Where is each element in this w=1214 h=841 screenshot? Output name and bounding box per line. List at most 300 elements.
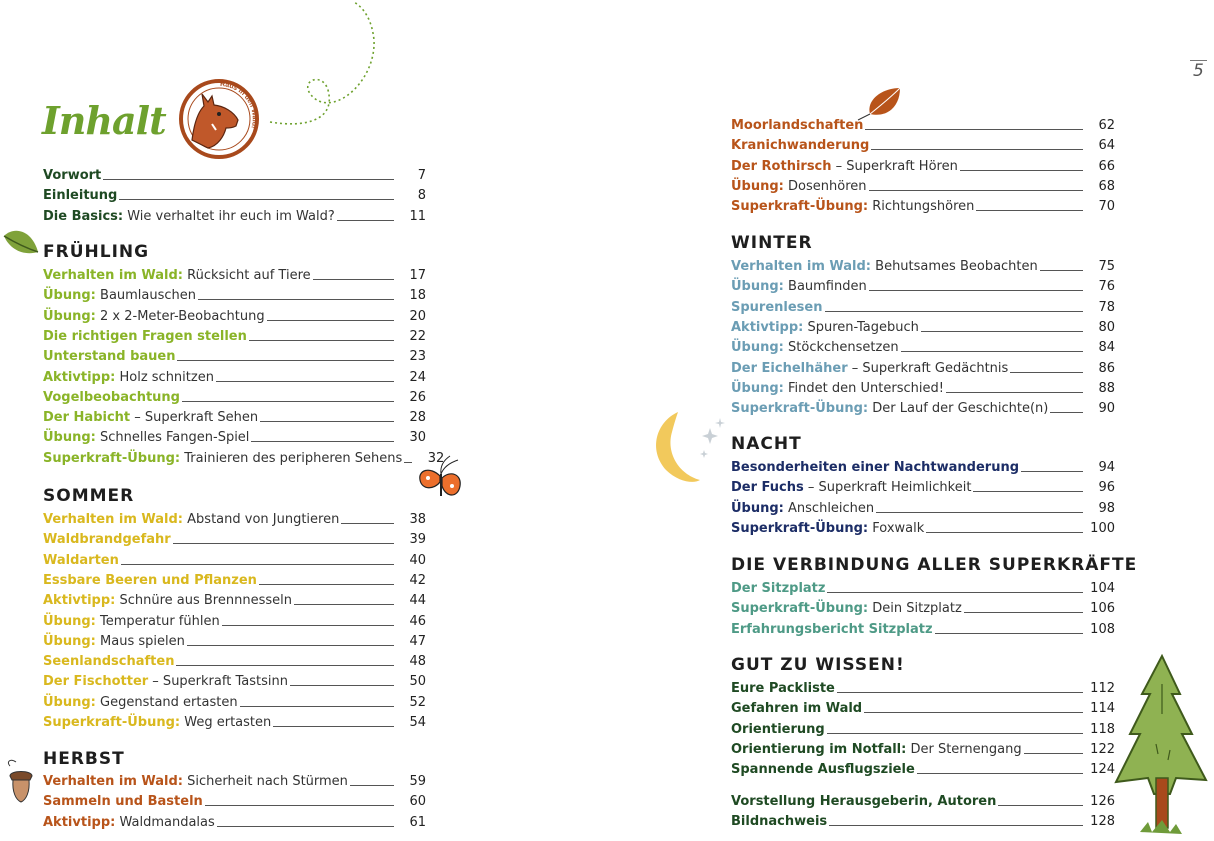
- toc-entry-title: [731, 479, 971, 496]
- leader-line: [871, 149, 1083, 150]
- toc-entry-label: Einleitung: [43, 188, 118, 204]
- leader-line: [217, 826, 394, 827]
- leader-line: [337, 220, 394, 221]
- toc-entry-subtitle: Der Sternengang: [906, 741, 1022, 757]
- leaf-icon: [0, 226, 40, 262]
- leader-line: [177, 360, 394, 361]
- toc-entry-label: Verhalten im Wald:: [731, 259, 872, 274]
- toc-page-number: 68: [1098, 178, 1115, 194]
- toc-entry-label: Übung:: [43, 288, 96, 304]
- acorn-icon: [4, 758, 38, 804]
- toc-entry-title: [731, 600, 962, 617]
- toc-page-number: 122: [1090, 741, 1115, 757]
- toc-entry-label: Übung:: [731, 500, 784, 516]
- dotted-flourish-icon: [266, 0, 386, 130]
- leader-line: [1024, 753, 1083, 754]
- toc-page-number: 96: [1098, 480, 1115, 496]
- toc-entry-title: [43, 369, 214, 386]
- toc-entry: [731, 718, 1115, 738]
- toc-entry-title: [43, 552, 119, 569]
- toc-entry-subtitle: Waldmandalas: [115, 814, 215, 830]
- toc-entry-subtitle: Schnüre aus Brennnesseln: [115, 593, 292, 609]
- toc-page-number: 26: [409, 389, 426, 405]
- section-heading-verbindung: DIE VERBINDUNG ALLER SUPERKRÄFTE: [731, 555, 1138, 575]
- toc-page-number: 44: [409, 593, 426, 609]
- leader-line: [313, 279, 394, 280]
- toc-entry: [731, 810, 1115, 830]
- leader-line: [294, 604, 394, 605]
- toc-entry: [43, 406, 426, 426]
- toc-entry-subtitle: Baumlauschen: [95, 288, 197, 304]
- toc-entry-title: [43, 773, 348, 790]
- leader-line: [222, 625, 394, 626]
- leader-line: [1021, 471, 1083, 472]
- pine-tree-icon: [1110, 654, 1214, 840]
- toc-entry: [43, 811, 426, 831]
- toc-entry-subtitle: Dosenhören: [783, 178, 867, 194]
- toc-entry-label: Unterstand bauen: [43, 349, 176, 365]
- toc-page-number: 24: [409, 369, 426, 385]
- toc-entry-label: Orientierung: [731, 721, 825, 737]
- toc-page-number: 11: [409, 208, 426, 224]
- leader-line: [935, 633, 1083, 634]
- section-heading-sommer: SOMMER: [43, 486, 135, 506]
- toc-entry-subtitle: Findet den Unterschied!: [783, 380, 944, 396]
- toc-page-number: 32: [427, 450, 445, 466]
- toc-entry: [43, 790, 426, 810]
- toc-entry-title: [731, 580, 825, 597]
- toc-page-number: 23: [409, 349, 426, 365]
- toc-page-number: 86: [1098, 360, 1115, 376]
- leader-line: [876, 512, 1083, 513]
- leader-line: [173, 543, 394, 544]
- toc-entry-label: Seenlandschaften: [43, 654, 175, 670]
- leader-line: [187, 645, 394, 646]
- toc-page-number: 118: [1090, 721, 1115, 737]
- toc-entry-title: [731, 319, 919, 336]
- leader-line: [121, 564, 394, 565]
- toc-page-number: 28: [409, 410, 426, 426]
- toc-page-number: 126: [1090, 794, 1115, 809]
- toc-entry-title: [43, 592, 292, 609]
- toc-entry: [43, 508, 426, 528]
- toc-page-number: 17: [409, 268, 426, 283]
- leader-line: [404, 462, 412, 463]
- toc-entry-subtitle: Richtungshören: [868, 199, 975, 215]
- toc-entry-label: Übung:: [43, 633, 96, 649]
- toc-entry-title: [731, 117, 863, 134]
- toc-entry-label: Aktivtipp:: [43, 814, 116, 830]
- toc-entry-title: [43, 673, 288, 690]
- leader-line: [837, 692, 1083, 693]
- leader-line: [267, 320, 394, 321]
- toc-entry-label: Verhalten im Wald:: [43, 512, 184, 527]
- toc-entry-title: [43, 328, 247, 345]
- toc-entry: [731, 175, 1115, 195]
- toc-entry-title: [731, 258, 1038, 275]
- leader-line: [827, 592, 1083, 593]
- toc-entry-label: Kranichwanderung: [731, 138, 870, 154]
- toc-entry-subtitle: Baumfinden: [783, 279, 867, 295]
- leader-line: [350, 785, 394, 786]
- toc-entry-label: Übung:: [43, 613, 96, 629]
- toc-entry-label: Eure Packliste: [731, 681, 835, 696]
- toc-entry-title: [43, 814, 215, 831]
- toc-entry-label: Superkraft-Übung:: [43, 450, 181, 466]
- toc-entry-subtitle: Sicherheit nach Stürmen: [183, 774, 348, 789]
- leader-line: [865, 129, 1083, 130]
- toc-entry-title: [731, 700, 862, 717]
- toc-entry: [43, 630, 426, 650]
- leader-line: [1040, 270, 1083, 271]
- toc-entry-title: [43, 267, 311, 284]
- toc-page-number: 7: [417, 168, 426, 183]
- toc-entry-label: Superkraft-Übung:: [731, 199, 869, 215]
- toc-entry-label: Aktivtipp:: [731, 319, 804, 335]
- toc-entry-label: Superkraft-Übung:: [731, 520, 869, 536]
- section-heading-fruehling: FRÜHLING: [43, 242, 150, 262]
- toc-entry-title: [43, 633, 185, 650]
- toc-entry-label: Vorwort: [43, 168, 102, 183]
- toc-page-number: 84: [1098, 340, 1115, 356]
- toc-page-number: 8: [417, 188, 426, 204]
- toc-entry-title: [43, 308, 265, 325]
- toc-entry-label: Verhalten im Wald:: [43, 268, 184, 283]
- toc-entry-label: Vorstellung Herausgeberin, Autoren: [731, 794, 997, 809]
- toc-entry: [731, 296, 1115, 316]
- toc-entry: [731, 336, 1115, 356]
- leader-line: [917, 773, 1083, 774]
- toc-entry-title: [731, 793, 996, 810]
- leader-line: [251, 441, 394, 442]
- toc-page-number: 47: [409, 633, 426, 649]
- toc-entry-label: Waldarten: [43, 552, 119, 568]
- toc-entry-label: Die Basics:: [43, 208, 124, 224]
- toc-entry: [43, 205, 426, 225]
- toc-entry-label: Übung:: [43, 308, 96, 324]
- leader-line: [1050, 412, 1083, 413]
- toc-entry-title: [731, 278, 867, 295]
- toc-page-number: 20: [409, 308, 426, 324]
- leader-line: [864, 712, 1083, 713]
- leader-line: [290, 685, 394, 686]
- toc-page-number: 104: [1090, 581, 1115, 596]
- toc-entry-title: [43, 389, 180, 406]
- toc-entry-title: [731, 459, 1019, 476]
- toc-entry-title: [43, 287, 196, 304]
- toc-entry: [43, 366, 426, 386]
- leader-line: [926, 532, 1083, 533]
- moon-icon: [648, 410, 738, 486]
- toc-entry-subtitle: – Superkraft Sehen: [130, 410, 259, 426]
- toc-page-number: 18: [409, 288, 426, 304]
- toc-entry-subtitle: Behutsames Beobachten: [871, 259, 1038, 274]
- toc-entry-subtitle: Maus spielen: [95, 633, 185, 649]
- toc-page-number: 52: [409, 694, 426, 710]
- toc-entry-label: Superkraft-Übung:: [731, 601, 869, 617]
- toc-entry-label: Übung:: [43, 694, 96, 710]
- toc-page-number: 40: [409, 552, 426, 568]
- toc-entry: [731, 618, 1115, 638]
- toc-entry-subtitle: Foxwalk: [868, 520, 925, 536]
- toc-page-number: 42: [409, 572, 426, 588]
- toc-entry-label: Superkraft-Übung:: [43, 715, 181, 730]
- toc-entry-title: [731, 813, 827, 830]
- toc-entry: [731, 456, 1115, 476]
- toc-entry-label: Spurenlesen: [731, 299, 823, 315]
- toc-entry-subtitle: 2 x 2-Meter-Beobachtung: [95, 308, 265, 324]
- toc-page-number: 22: [409, 328, 426, 344]
- leader-line: [176, 665, 394, 666]
- toc-entry-label: Übung:: [43, 430, 96, 446]
- toc-entry: [731, 134, 1115, 154]
- toc-entry: [43, 711, 426, 731]
- toc-entry-label: Vogelbeobachtung: [43, 389, 180, 405]
- toc-page-number: 108: [1090, 621, 1115, 637]
- toc-page-number: 88: [1098, 380, 1115, 396]
- toc-entry-label: Waldbrandgefahr: [43, 532, 171, 548]
- toc-entry-title: [43, 187, 117, 204]
- leader-line: [198, 299, 394, 300]
- toc-page-number: 66: [1098, 158, 1115, 174]
- leader-line: [960, 170, 1083, 171]
- toc-entry: [43, 610, 426, 630]
- leader-line: [976, 210, 1083, 211]
- toc-entry-subtitle: Schnelles Fangen-Spiel: [95, 430, 250, 446]
- toc-entry: [731, 155, 1115, 175]
- toc-entry: [731, 316, 1115, 336]
- toc-entry-title: [731, 339, 899, 356]
- toc-page-number: 60: [409, 794, 426, 810]
- leader-line: [341, 523, 394, 524]
- toc-entry: [731, 476, 1115, 496]
- toc-entry: [43, 184, 426, 204]
- toc-entry-subtitle: Dein Sitzplatz: [868, 601, 962, 617]
- leader-line: [205, 805, 394, 806]
- page-title: Inhalt: [42, 98, 166, 143]
- toc-entry: [731, 114, 1115, 134]
- page-number: 5: [1190, 60, 1207, 81]
- toc-entry: [731, 497, 1115, 517]
- toc-entry: [731, 758, 1115, 778]
- leader-line: [119, 199, 394, 200]
- toc-page-number: 78: [1098, 299, 1115, 315]
- toc-entry: [43, 305, 426, 325]
- toc-page-number: 59: [409, 774, 426, 789]
- leader-line: [825, 311, 1084, 312]
- toc-entry-title: [43, 694, 238, 711]
- toc-entry-subtitle: Anschleichen: [783, 500, 875, 516]
- toc-page-number: 76: [1098, 279, 1115, 295]
- toc-entry: [731, 697, 1115, 717]
- toc-entry-title: [731, 380, 944, 397]
- toc-entry-title: [731, 400, 1048, 417]
- toc-entry-label: Superkraft-Übung:: [731, 401, 869, 417]
- toc-entry-title: [43, 208, 335, 225]
- leader-line: [869, 190, 1084, 191]
- toc-entry: [43, 284, 426, 304]
- toc-entry: [731, 790, 1115, 810]
- toc-page-number: 54: [409, 715, 426, 730]
- leader-line: [921, 331, 1083, 332]
- leader-line: [946, 392, 1083, 393]
- toc-entry-label: Der Fuchs: [731, 480, 804, 496]
- toc-entry: [43, 691, 426, 711]
- toc-entry: [43, 325, 426, 345]
- toc-entry-title: [731, 137, 869, 154]
- toc-page-number: 124: [1090, 762, 1115, 778]
- section-heading-winter: WINTER: [731, 233, 813, 253]
- leader-line: [273, 726, 394, 727]
- toc-entry-label: Besonderheiten einer Nachtwanderung: [731, 460, 1020, 475]
- leader-line: [249, 340, 394, 341]
- toc-entry-title: [731, 360, 1008, 377]
- toc-page-number: 112: [1090, 681, 1115, 696]
- toc-entry-label: Der Rothirsch: [731, 158, 832, 174]
- toc-entry: [43, 447, 445, 467]
- leader-line: [240, 706, 394, 707]
- toc-page-number: 48: [409, 654, 426, 670]
- toc-entry-label: Der Fischotter: [43, 674, 149, 690]
- leader-line: [103, 179, 394, 180]
- toc-entry-title: [43, 531, 171, 548]
- toc-entry-subtitle: Der Lauf der Geschichte(n): [868, 401, 1049, 417]
- toc-entry-label: Der Sitzplatz: [731, 581, 826, 596]
- leader-line: [973, 491, 1083, 492]
- toc-entry-label: Essbare Beeren und Pflanzen: [43, 572, 257, 588]
- toc-entry: [43, 770, 426, 790]
- toc-entry-subtitle: Wie verhaltet ihr euch im Wald?: [123, 208, 335, 224]
- toc-entry-label: Aktivtipp:: [43, 593, 116, 609]
- toc-entry-title: [43, 450, 402, 467]
- toc-entry-subtitle: Gegenstand ertasten: [95, 694, 238, 710]
- toc-entry-title: [731, 158, 958, 175]
- toc-entry-title: [43, 793, 203, 810]
- toc-entry-subtitle: Temperatur fühlen: [95, 613, 220, 629]
- toc-entry-title: [43, 511, 339, 528]
- toc-entry-title: [731, 741, 1022, 758]
- section-heading-herbst: HERBST: [43, 749, 125, 769]
- toc-entry-label: Der Habicht: [43, 410, 131, 426]
- toc-entry-title: [43, 348, 175, 365]
- toc-entry-subtitle: – Superkraft Heimlichkeit: [803, 480, 972, 496]
- toc-entry: [43, 670, 426, 690]
- toc-page-number: 94: [1098, 460, 1115, 475]
- toc-entry-label: Orientierung im Notfall:: [731, 741, 907, 757]
- squirrel-badge-icon: [178, 78, 262, 160]
- toc-entry: [43, 164, 426, 184]
- leader-line: [964, 612, 1083, 613]
- toc-entry: [43, 345, 426, 365]
- toc-entry-title: [731, 621, 933, 638]
- leader-line: [1010, 372, 1083, 373]
- toc-entry-title: [43, 167, 101, 184]
- toc-entry: [731, 677, 1115, 697]
- toc-page-number: 50: [409, 674, 426, 690]
- leader-line: [260, 421, 394, 422]
- toc-entry: [43, 426, 426, 446]
- toc-entry-title: [731, 721, 825, 738]
- toc-entry-title: [731, 761, 915, 778]
- toc-entry: [43, 528, 426, 548]
- toc-entry-subtitle: Weg ertasten: [180, 715, 272, 730]
- toc-page-number: 98: [1098, 500, 1115, 516]
- toc-entry: [43, 264, 426, 284]
- toc-page-number: 75: [1098, 259, 1115, 274]
- toc-entry-title: [43, 429, 249, 446]
- toc-entry: [43, 386, 426, 406]
- toc-page-number: 30: [409, 430, 426, 446]
- toc-entry-label: Verhalten im Wald:: [43, 774, 184, 789]
- leader-line: [827, 733, 1083, 734]
- toc-page-number: 114: [1090, 701, 1115, 717]
- toc-entry-subtitle: Abstand von Jungtieren: [183, 512, 340, 527]
- toc-entry: [43, 549, 426, 569]
- toc-entry-title: [731, 299, 823, 316]
- toc-entry-title: [43, 613, 220, 630]
- toc-entry: [43, 589, 426, 609]
- toc-entry: [731, 577, 1115, 597]
- toc-entry-title: [731, 680, 835, 697]
- toc-entry-subtitle: Spuren-Tagebuch: [803, 319, 919, 335]
- toc-entry-title: [731, 198, 974, 215]
- leader-line: [998, 805, 1083, 806]
- toc-entry-label: Moorlandschaften: [731, 118, 864, 133]
- toc-entry: [731, 275, 1115, 295]
- toc-entry: [731, 255, 1115, 275]
- toc-page-number: 62: [1098, 118, 1115, 133]
- toc-entry-label: Der Eichelhäher: [731, 360, 848, 376]
- toc-page-number: 39: [409, 532, 426, 548]
- toc-page-number: 100: [1090, 520, 1115, 536]
- leader-line: [901, 351, 1083, 352]
- leader-line: [182, 401, 394, 402]
- toc-page-number: 90: [1098, 401, 1115, 417]
- section-heading-nacht: NACHT: [731, 434, 802, 454]
- toc-entry-title: [43, 653, 174, 670]
- toc-entry: [43, 650, 426, 670]
- toc-entry-label: Spannende Ausflugsziele: [731, 762, 915, 778]
- toc-entry-label: Erfahrungsbericht Sitzplatz: [731, 621, 933, 637]
- toc-entry-label: Übung:: [731, 340, 784, 356]
- leader-line: [869, 290, 1083, 291]
- toc-entry-title: [731, 520, 924, 537]
- leader-line: [259, 584, 394, 585]
- toc-entry: [731, 597, 1115, 617]
- toc-entry-subtitle: – Superkraft Gedächtnis: [847, 360, 1009, 376]
- toc-entry-label: Übung:: [731, 178, 784, 194]
- toc-entry-label: Gefahren im Wald: [731, 701, 863, 717]
- toc-entry-title: [731, 500, 874, 517]
- toc-entry-title: [731, 178, 867, 195]
- badge-text: Raus in den Wald!: [219, 80, 258, 130]
- toc-entry: [731, 517, 1115, 537]
- toc-entry-subtitle: Stöckchensetzen: [783, 340, 899, 356]
- toc-entry-label: Bildnachweis: [731, 814, 828, 830]
- toc-entry-subtitle: – Superkraft Hören: [831, 158, 958, 174]
- toc-entry: [731, 738, 1115, 758]
- toc-entry-label: Die richtigen Fragen stellen: [43, 328, 247, 344]
- toc-entry-subtitle: – Superkraft Tastsinn: [148, 674, 288, 690]
- toc-page-number: 64: [1098, 138, 1115, 154]
- toc-entry: [43, 569, 426, 589]
- toc-entry-title: [43, 409, 258, 426]
- toc-page-number: 38: [409, 512, 426, 527]
- toc-entry: [731, 357, 1115, 377]
- toc-page-number: 106: [1090, 601, 1115, 617]
- toc-page-number: 80: [1098, 319, 1115, 335]
- toc-entry-label: Aktivtipp:: [43, 369, 116, 385]
